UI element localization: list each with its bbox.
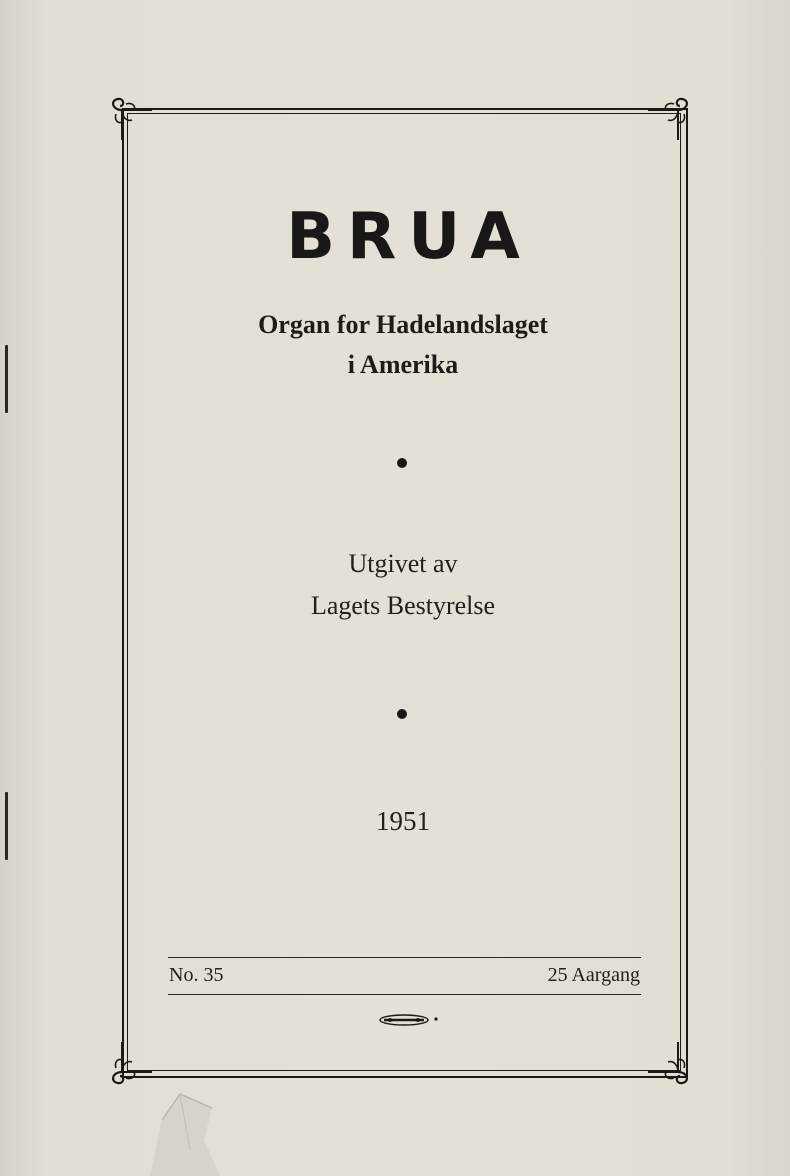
divider-top: [168, 957, 641, 958]
printers-union-label-icon: [378, 1011, 448, 1029]
staple-top: [5, 345, 8, 413]
publication-year: 1951: [376, 806, 430, 836]
publisher-line-1: Utgivet av: [348, 549, 458, 578]
subtitle-line-2: i Amerika: [347, 350, 459, 379]
volume-label: 25 Aargang: [547, 964, 640, 986]
issue-number: No. 35: [169, 964, 224, 986]
divider-bottom: [168, 994, 641, 995]
publisher-line-2: Lagets Bestyrelse: [310, 591, 496, 620]
staple-bottom: [5, 792, 8, 860]
bullet-ornament-2: [397, 709, 407, 719]
corner-ornament-bottom-right: [648, 1042, 694, 1088]
bullet-ornament-1: [397, 458, 407, 468]
torn-corner-crease: [120, 1080, 260, 1176]
subtitle-line-1: Organ for Hadelandslaget: [258, 310, 548, 339]
magazine-title: BRUA: [286, 200, 532, 274]
corner-ornament-top-right: [648, 94, 694, 140]
corner-ornament-top-left: [106, 94, 152, 140]
